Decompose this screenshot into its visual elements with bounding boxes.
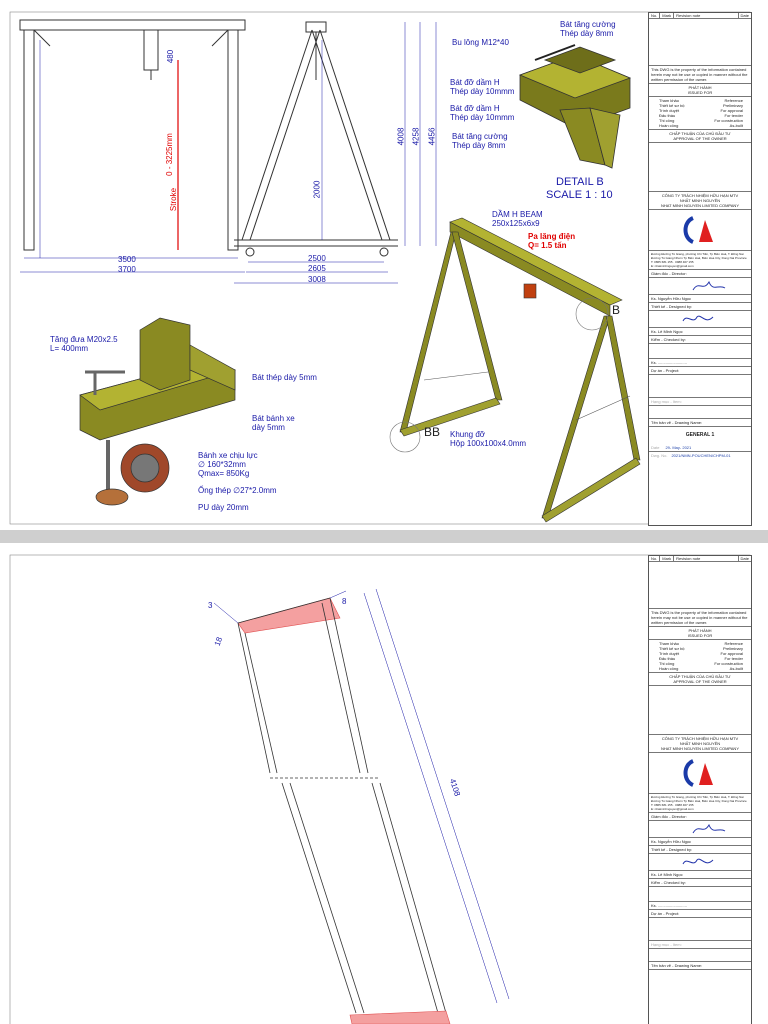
front-view [20,20,245,272]
header-mark: Mark [660,556,674,561]
director-name: Ks. Nguyễn Hữu Ngọc [649,295,751,303]
company-address: Đường Đường Tú Giang, phường Chi Tiến, Tp Biên Hoà, T. Đồng Nai Đường Tú Giang Nhưm Tp Biên Hoà, Biên Hoa City, Dong Nai Province T: 0865 681 155 · 0988 467 155 E: nhatminhnguyen@gmail.com [649,251,751,270]
checker-space [649,344,751,359]
revision-table [649,19,751,66]
title-block-sheet-2 [648,555,752,1024]
frame-label: Khung đỡ Hộp 100x100x4.0mm [450,430,527,448]
callout-turnbuckle: Tăng đưa M20x2.5 L= 400mm [50,335,118,353]
director-signature [649,278,751,295]
designer-name: Ks. Lê Minh Ngọc [649,871,751,879]
issue-en: For tender [724,656,743,661]
item-space [649,406,751,419]
project-label: Dự án - Project: [649,910,751,918]
date-row [649,444,751,452]
issued-for: PHÁT HÀNH ISSUED FOR [649,627,751,640]
issue-en: For approval [720,108,743,113]
checker-name: Ks. .......................... [649,902,751,910]
designer-name: Ks. Lê Minh Ngọc [649,328,751,336]
issue-vi: Tham khảo [659,641,680,646]
drawing-name-label: Tên bản vẽ - Drawing Name: [649,419,751,427]
company-logo [649,210,751,251]
dim-480: 480 [166,49,176,64]
callout-steel-plate: Bát thép dày 5mm [252,373,317,382]
company-name: CÔNG TY TRÁCH NHIỆM HỮU HẠN MTV NHẤT MINH NGUYÊN NHAT MINH NGUYEN LIMITED COMPANY [649,735,751,753]
dim-2605: 2605 [308,264,326,273]
property-note: This DWG is the property of the information contained herein may not be use or copied in manner without the written permission of the owner. [649,66,751,84]
hoist-label: Pa lăng điện Q= 1.5 tấn [528,232,576,250]
dim-18: 18 [212,635,225,648]
checker-name: Ks. .......................... [649,359,751,367]
callout-beam-bracket-2: Bát đỡ dầm H Thép dày 10mmm [450,104,515,122]
dim-4258: 4258 [411,127,421,146]
issue-vi: Trình duyệt [659,651,680,656]
drawing-name-label: Tên bản vẽ - Drawing Name: [649,962,751,970]
dim-2500: 2500 [308,254,326,263]
callout-beam-bracket-1: Bát đỡ dầm H Thép dày 10mmm [450,78,515,96]
designer-label: Thiết kế - Designed by: [649,846,751,854]
dim-3: 3 [208,601,213,610]
issue-list [649,97,751,130]
marker-b: B [612,303,621,317]
date-label: Date [651,445,660,450]
company-logo [649,753,751,794]
item-label: Hạng mục - Item: [649,941,751,949]
issue-en: Preliminary [722,103,743,108]
issue-en: Preliminary [722,646,743,651]
header-mark: Mark [660,13,674,18]
issue-vi: Đấu thầu [659,656,676,661]
dim-3500: 3500 [118,255,136,264]
checker-label: Kiểm - Checked by: [649,336,751,344]
issue-en: As-built [729,666,743,671]
project-space [649,375,751,398]
dwg-label: Dwg. No. [651,453,668,458]
detail-b-title: DETAIL B [556,176,604,188]
project-label: Dự án - Project: [649,367,751,375]
item-space [649,949,751,962]
revision-table [649,562,751,609]
drawing-sheet-2 [0,543,768,1024]
issue-en: For construction [714,661,743,666]
drawing-name: GENERAL 1 [685,432,715,438]
header-date: Date [740,556,749,561]
detail-b-bracket [520,45,630,168]
dim-8: 8 [342,597,347,606]
checker-space [649,887,751,902]
dwg-number: 2021/NMN-POUCHEN/CHPM-01 [671,453,731,458]
dim-2000: 2000 [312,180,322,199]
director-label: Giám đốc - Director: [649,813,751,821]
approval-owner: CHẤP THUẬN CỦA CHỦ ĐẦU TƯ APPROVAL OF THE OWNER [649,130,751,143]
signature-icon [689,821,729,837]
item-label: Hạng mục - Item: [649,398,751,406]
logo-icon [679,757,719,787]
marker-bb: BB [424,425,441,439]
approval-space [649,686,751,735]
page-gap [0,530,768,543]
title-block-sheet-1 [648,12,752,526]
director-name: Ks. Nguyễn Hữu Ngọc [649,838,751,846]
signature-icon [689,278,729,294]
issue-vi: Trình duyệt [659,108,680,113]
detail-b-scale: SCALE 1 : 10 [546,189,613,201]
director-signature [649,821,751,838]
dim-4008: 4008 [396,127,406,146]
header-no: No. [649,556,660,561]
issue-vi: Hoàn công [659,666,679,671]
issue-en: For tender [724,113,743,118]
designer-signature [649,854,751,871]
dim-length-4108: 4108 [447,777,462,798]
dim-3008: 3008 [308,275,326,284]
checker-label: Kiểm - Checked by: [649,879,751,887]
logo-icon [679,214,719,244]
callout-reinforce-bottom: Bát tăng cường Thép dày 8mm [452,132,508,150]
callout-wheel: Bánh xe chịu lực ∅ 160*32mm Qmax= 850Kg [198,451,258,478]
designer-label: Thiết kế - Designed by: [649,303,751,311]
header-revision: Revision note [674,13,738,18]
side-view [234,22,436,283]
issue-vi: Thi công [659,118,675,123]
company-address: Đường Đường Tú Giang, phường Chi Tiến, Tp Biên Hoà, T. Đồng Nai Đường Tú Giang Nhưm Tp Biên Hoà, Biên Hoa City, Dong Nai Province T: 0865 681 155 · 0988 467 155 E: nhatminhnguyen@gmail.com [649,794,751,813]
callout-pipe: Ống thép ∅27*2.0mm [198,486,277,495]
callout-reinforce-top: Bát tăng cường Thép dày 8mm [560,20,616,38]
company-name: CÔNG TY TRÁCH NHIỆM HỮU HẠN MTV NHẤT MINH NGUYÊN NHAT MINH NGUYEN LIMITED COMPANY [649,192,751,210]
issue-vi: Thiết kế sơ bộ [659,646,685,651]
signature-icon [679,854,719,870]
dim-4456: 4456 [427,127,437,146]
approval-space [649,143,751,192]
stroke-label: Stroke [169,187,179,212]
date-value: 29- May- 2021 [665,445,692,450]
issue-vi: Tham khảo [659,98,680,103]
issue-vi: Thi công [659,661,675,666]
project-space [649,918,751,941]
signature-icon [679,311,719,327]
callout-pu: PU dày 20mm [198,503,249,512]
property-note: This DWG is the property of the information contained herein may not be use or copied in manner without the written permission of the owner. [649,609,751,627]
issue-vi: Thiết kế sơ bộ [659,103,685,108]
dim-stroke-range: 0 - 3225mm [164,133,174,176]
dim-3700: 3700 [118,265,136,274]
tube-member [238,598,446,1013]
issue-en: Reference [724,98,743,103]
issue-en: As-built [729,123,743,128]
callout-wheel-bracket: Bát bánh xe dày 5mm [252,414,295,432]
issue-vi: Đấu thầu [659,113,676,118]
approval-owner: CHẤP THUẬN CỦA CHỦ ĐẦU TƯ APPROVAL OF THE OWNER [649,673,751,686]
iso-view-gantry [390,218,640,522]
header-no: No. [649,13,660,18]
header-date: Date [740,13,749,18]
issue-en: For construction [714,118,743,123]
beam-label: DẦM H BEAM 250x125x6x9 [492,210,543,228]
issue-list [649,640,751,673]
issue-vi: Hoàn công [659,123,679,128]
issue-en: Reference [724,641,743,646]
issued-for: PHÁT HÀNH ISSUED FOR [649,84,751,97]
dwg-row [649,452,751,459]
issue-en: For approval [720,651,743,656]
designer-signature [649,311,751,328]
callout-bolt: Bu lông M12*40 [452,38,509,47]
director-label: Giám đốc - Director: [649,270,751,278]
header-revision: Revision note [674,556,738,561]
